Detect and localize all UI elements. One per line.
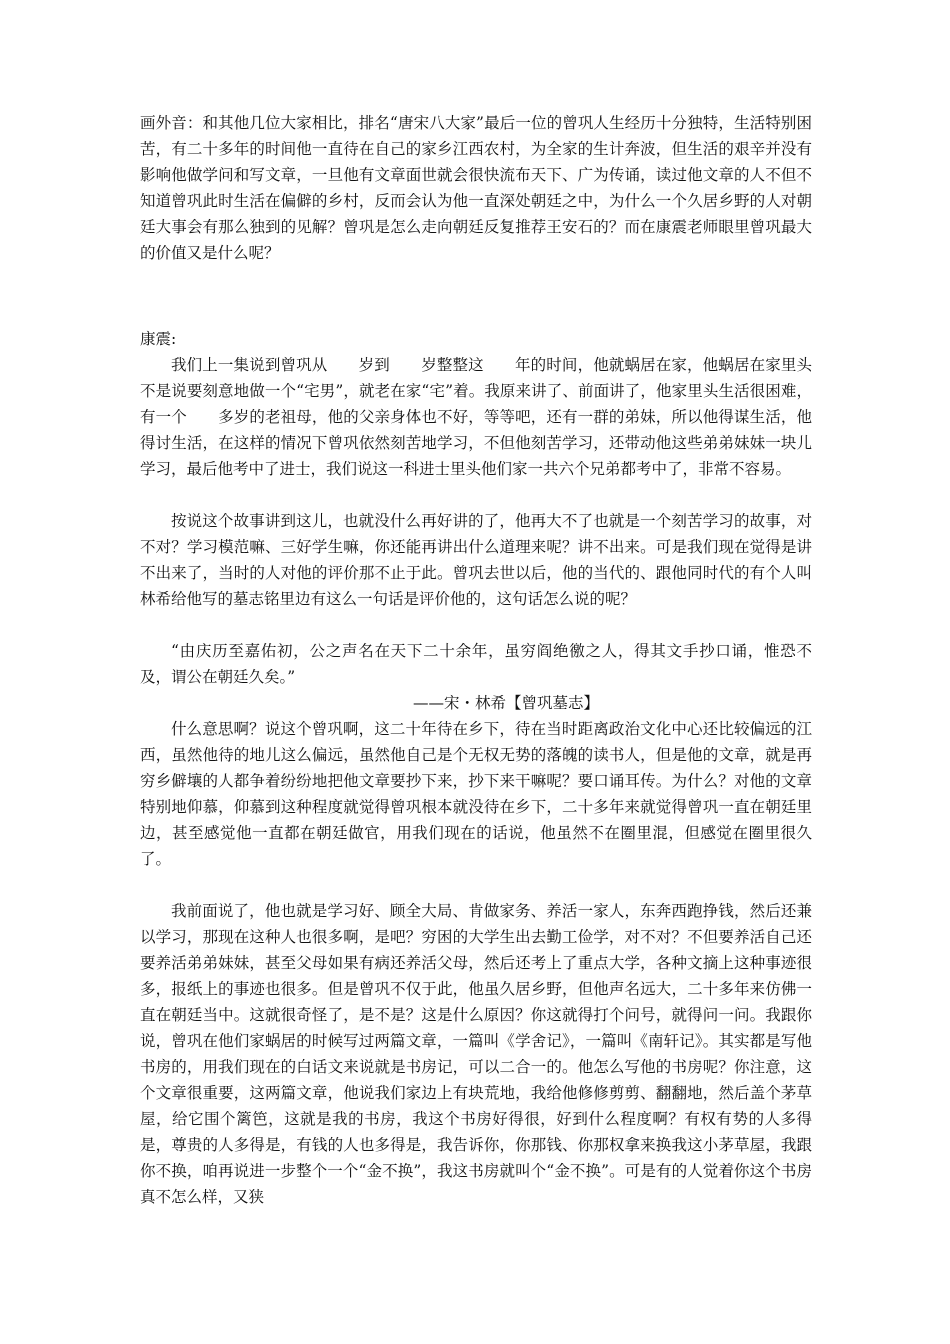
quote-source: ——宋・林希【曾巩墓志】	[412, 694, 599, 712]
spacer	[140, 482, 812, 508]
paragraph-1: 我们上一集说到曾巩从 岁到 岁整整这 年的时间，他就蜗居在家，他蜗居在家里头不是说要刻意地做一个“宅男”，就老在家“宅”着。我原来讲了、前面讲了，他家里头生活很困难，有一个 多岁的老祖母，他的父亲身体也不好，等等吧，还有一群的弟妹，所以他得谋生活，他得讨生活，在这样的情况下曾巩依然刻苦地学习，不但他刻苦学习，还带动他这些弟弟妹妹一块儿学习，最后他考中了进士，我们说这一科进士里头他们家一共六个兄弟都考中了，非常不容易。	[140, 356, 812, 478]
block-quote: “由庆历至嘉佑初，公之声名在天下二十余年，虽穷阎绝徼之人，得其文手抄口诵，惟恐不及，谓公在朝廷久矣。”	[140, 642, 812, 686]
intro-paragraph: 画外音：和其他几位大家相比，排名“唐宋八大家”最后一位的曾巩人生经历十分独特，生活特别困苦，有二十多年的时间他一直待在自己的家乡江西农村，为全家的生计奔波，但生活的艰辛并没有影响他做学问和写文章，一旦他有文章面世就会很快流布天下、广为传诵，读过他文章的人不但不知道曾巩此时生活在偏僻的乡村，反而会认为他一直深处朝廷之中，为什么一个久居乡野的人对朝廷大事会有那么独到的见解？曾巩是怎么走向朝廷反复推荐王安石的？而在康震老师眼里曾巩最大的价值又是什么呢？	[140, 114, 812, 262]
paragraph-4: 我前面说了，他也就是学习好、顾全大局、肯做家务、养活一家人，东奔西跑挣钱，然后还兼以学习，那现在这种人也很多啊，是吧？穷困的大学生出去勤工俭学，对不对？不但要养活自己还要养活弟弟妹妹，甚至父母如果有病还养活父母，然后还考上了重点大学，各种文摘上这种事迹很多，报纸上的事迹也很多。但是曾巩不仅于此，他虽久居乡野，但他声名远大，二十多年来仿佛一直在朝廷当中。这就很奇怪了，是不是？这是什么原因？你这就得打个问号，就得问一问。我跟你说，曾巩在他们家蜗居的时候写过两篇文章，一篇叫《学舍记》，一篇叫《南轩记》。其实都是写他书房的，用我们现在的白话文来说就是书房记，可以二合一的。他怎么写他的书房呢？你注意，这个文章很重要，这两篇文章，他说我们家边上有块荒地，我给他修修剪剪、翻翻地，然后盖个茅草屋，给它围个篱笆，这就是我的书房，我这个书房好得很，好到什么程度啊？有权有势的人多得是，尊贵的人多得是，有钱的人也多得是，我告诉你，你那钱、你那权拿来换我这小茅草屋，我跟你不换，咱再说进一步整个一个“金不换”，我这书房就叫个“金不换”。可是有的人觉着你这个书房真不怎么样，又狭	[140, 902, 812, 1206]
paragraph-3: 什么意思啊？说这个曾巩啊，这二十年待在乡下，待在当时距离政治文化中心还比较偏远的江西，虽然他待的地儿这么偏远，虽然他自己是个无权无势的落魄的读书人，但是他的文章，就是再穷乡僻壤的人都争着纷纷地把他文章要抄下来，抄下来干嘛呢？要口诵耳传。为什么？对他的文章特别地仰慕，仰慕到这种程度就觉得曾巩根本就没待在乡下，二十多年来就觉得曾巩一直在朝廷里边，甚至感觉他一直都在朝廷做官，用我们现在的话说，他虽然不在圈里混，但感觉在圈里很久了。	[140, 720, 812, 868]
spacer	[140, 266, 812, 326]
document-body	[140, 110, 812, 1210]
spacer	[140, 872, 812, 898]
paragraph-2: 按说这个故事讲到这儿，也就没什么再好讲的了，他再大不了也就是一个刻苦学习的故事，对不对？学习模范嘛、三好学生嘛，你还能再讲出什么道理来呢？讲不出来。可是我们现在觉得是讲不出来了，当时的人对他的评价那不止于此。曾巩去世以后，他的当代的、跟他同时代的有个人叫林希给他写的墓志铭里边有这么一句话是评价他的，这句话怎么说的呢？	[140, 512, 812, 608]
speaker-label: 康震:	[140, 330, 177, 348]
spacer	[140, 612, 812, 638]
